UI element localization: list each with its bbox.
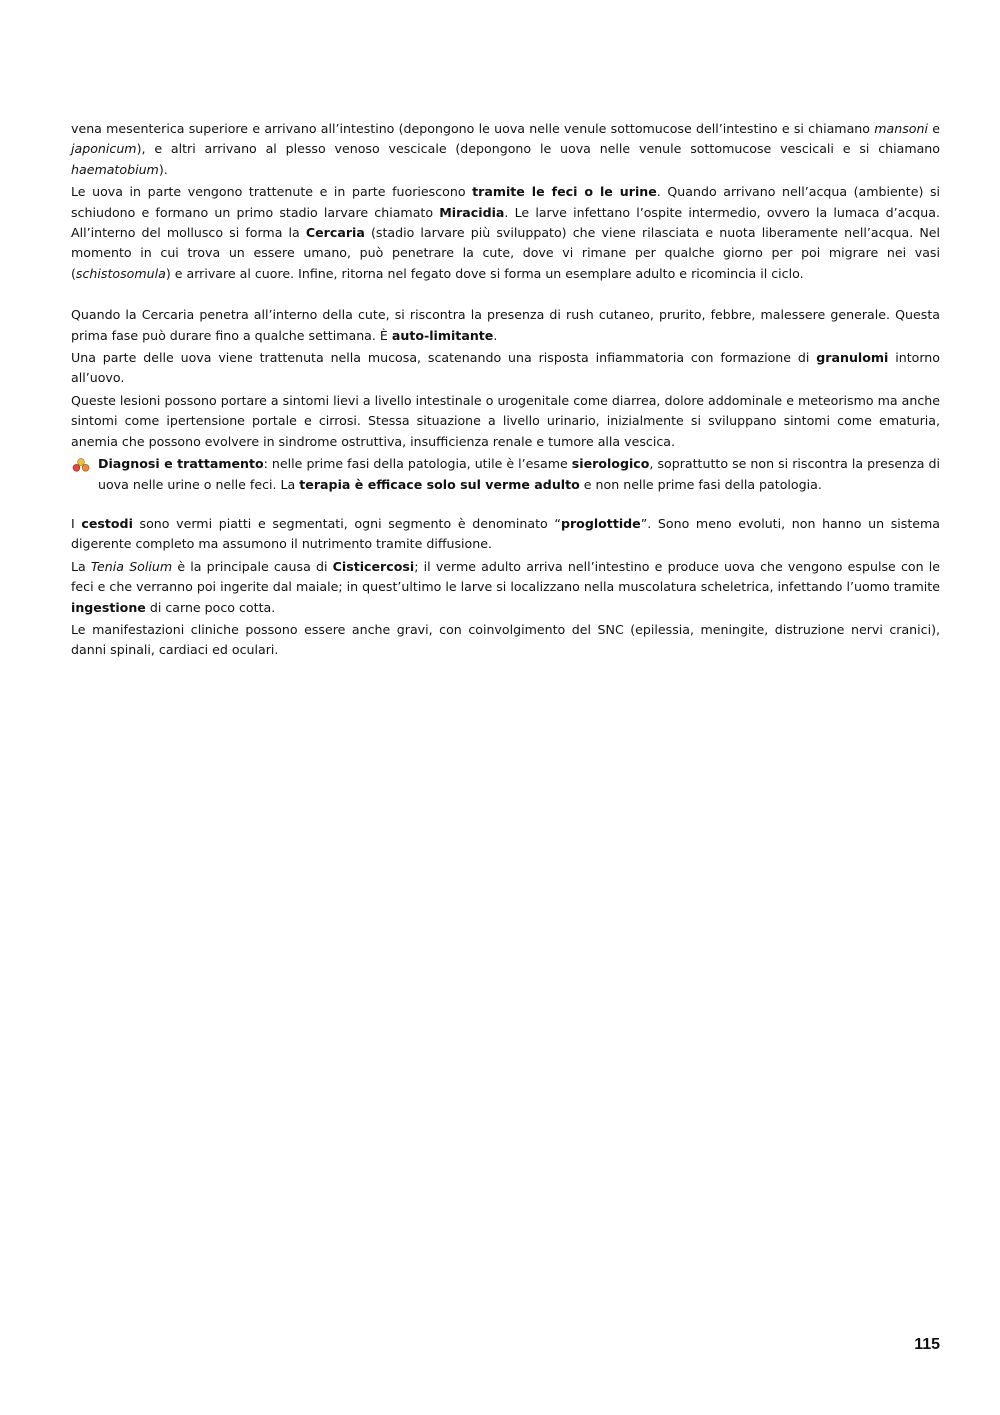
paragraph-cercaria-symptoms <box>71 305 940 346</box>
text-span: vena mesenterica superiore e arrivano all’intestino (depongono le uova nelle venule sottomucose dell’intestino e si chiamano <box>71 121 875 136</box>
text-span: intorno all’uovo. <box>71 350 940 386</box>
document-body <box>71 119 940 663</box>
page-number: 115 <box>914 1336 940 1353</box>
text-span: La <box>71 558 91 574</box>
text-span: Le uova in parte vengono trattenute e in parte fuoriescono <box>71 184 473 200</box>
paragraph-spacer <box>71 286 940 305</box>
italic-term: mansoni <box>874 121 928 136</box>
text-span: ). <box>158 161 168 177</box>
paragraph-clinical-manifestations <box>71 620 940 661</box>
text-span: ; il verme adulto arriva nell’intestino e produce uova che vengono espulse con le feci e che verranno poi ingerite dal maiale; in quest’ultimo le larve si localizzano nella muscolatura scheletrica, infettando l’uomo tramite <box>71 558 940 595</box>
text-span: di carne poco cotta. <box>145 599 276 615</box>
italic-term: haematobium <box>71 161 159 177</box>
text-span: ), e altri arrivano al plesso venoso vescicale (depongono le uova nelle venule sottomucose vescicali e si chiamano <box>136 141 940 157</box>
bold-term: ingestione <box>71 599 146 615</box>
bold-term: granulomi <box>816 350 889 366</box>
text-span: sono vermi piatti e segmentati, ogni segmento è denominato “ <box>132 515 561 531</box>
bold-term: sierologico <box>571 456 650 472</box>
italic-term: Tenia Solium <box>90 558 173 574</box>
bold-term: Cercaria <box>305 225 365 241</box>
bold-term: Miracidia <box>439 204 505 220</box>
bold-term: tramite le feci o le urine <box>472 184 657 200</box>
text-span: ) e arrivare al cuore. Infine, ritorna nel fegato dove si forma un esemplare adulto e ricomincia il ciclo. <box>165 265 804 281</box>
molecule-icon <box>72 458 90 472</box>
text-span: e non nelle prime fasi della patologia. <box>579 476 822 492</box>
bold-term: cestodi <box>81 515 133 531</box>
bold-term: auto-limitante <box>391 327 494 343</box>
text-span: Una parte delle uova viene trattenuta nella mucosa, scatenando una risposta infiammatoria con formazione di <box>71 350 817 366</box>
text-span: , soprattutto se non si riscontra la presenza di uova nelle urine o nelle feci. La <box>98 456 940 492</box>
text-span: ”. Sono meno evoluti, non hanno un sistema digerente completo ma assumono il nutrimento tramite diffusione. <box>71 515 941 552</box>
bold-term: Diagnosi e trattamento <box>98 456 264 472</box>
text-span: Quando la Cercaria penetra all’interno della cute, si riscontra la presenza di rush cutaneo, prurito, febbre, malessere generale. Questa prima fase può durare fino a qualche settimana. È <box>71 307 940 343</box>
italic-term: japonicum <box>71 141 137 157</box>
paragraph-granulomas <box>71 348 940 389</box>
paragraph-spacer <box>71 495 940 514</box>
paragraph-tenia-solium <box>71 557 940 618</box>
bullet-diagnosis <box>71 454 940 495</box>
paragraph-venous-plexus <box>71 119 940 180</box>
paragraph-cestodes <box>71 514 940 555</box>
bold-term: proglottide <box>560 515 641 531</box>
text-span: e <box>927 121 940 136</box>
text-span: . <box>493 327 498 343</box>
paragraph-lesions <box>71 391 940 452</box>
bold-term: terapia è efficace solo sul verme adulto <box>299 476 580 492</box>
bold-term: Cisticercosi <box>332 558 415 574</box>
italic-term: schistosomula <box>75 265 166 281</box>
text-span: Queste lesioni possono portare a sintomi lievi a livello intestinale o urogenitale come diarrea, dolore addominale e meteorismo ma anche sintomi come ipertensione portale e cirrosi. Stessa situazione a livello urinario, inizialmente si sviluppano sintomi come ematuria, anemia che possono evolvere in sindrome ostruttiva, insufficienza renale e tumore alla vescica. <box>71 392 940 449</box>
text-span: Le manifestazioni cliniche possono essere anche gravi, con coinvolgimento del SNC (epilessia, meningite, distruzione nervi cranici), danni spinali, cardiaci ed oculari. <box>71 621 940 658</box>
text-span: . Le larve infettano l’ospite intermedio, ovvero la lumaca d’acqua. All’interno del mollusco si forma la <box>71 204 940 241</box>
text-span: : nelle prime fasi della patologia, utile è l’esame <box>263 456 572 472</box>
text-span: I <box>71 515 82 531</box>
text-span: è la principale causa di <box>172 558 333 574</box>
paragraph-life-cycle <box>71 182 940 284</box>
text-span: (stadio larvare più sviluppato) che viene rilasciata e nuota liberamente nell’acqua. Nel momento in cui trova un essere umano, può penetrare la cute, dove vi rimane per qualche giorno per poi migrare nei vasi ( <box>71 225 940 281</box>
text-span: . Quando arrivano nell’acqua (ambiente) si schiudono e formano un primo stadio larvare chiamato <box>71 184 940 220</box>
